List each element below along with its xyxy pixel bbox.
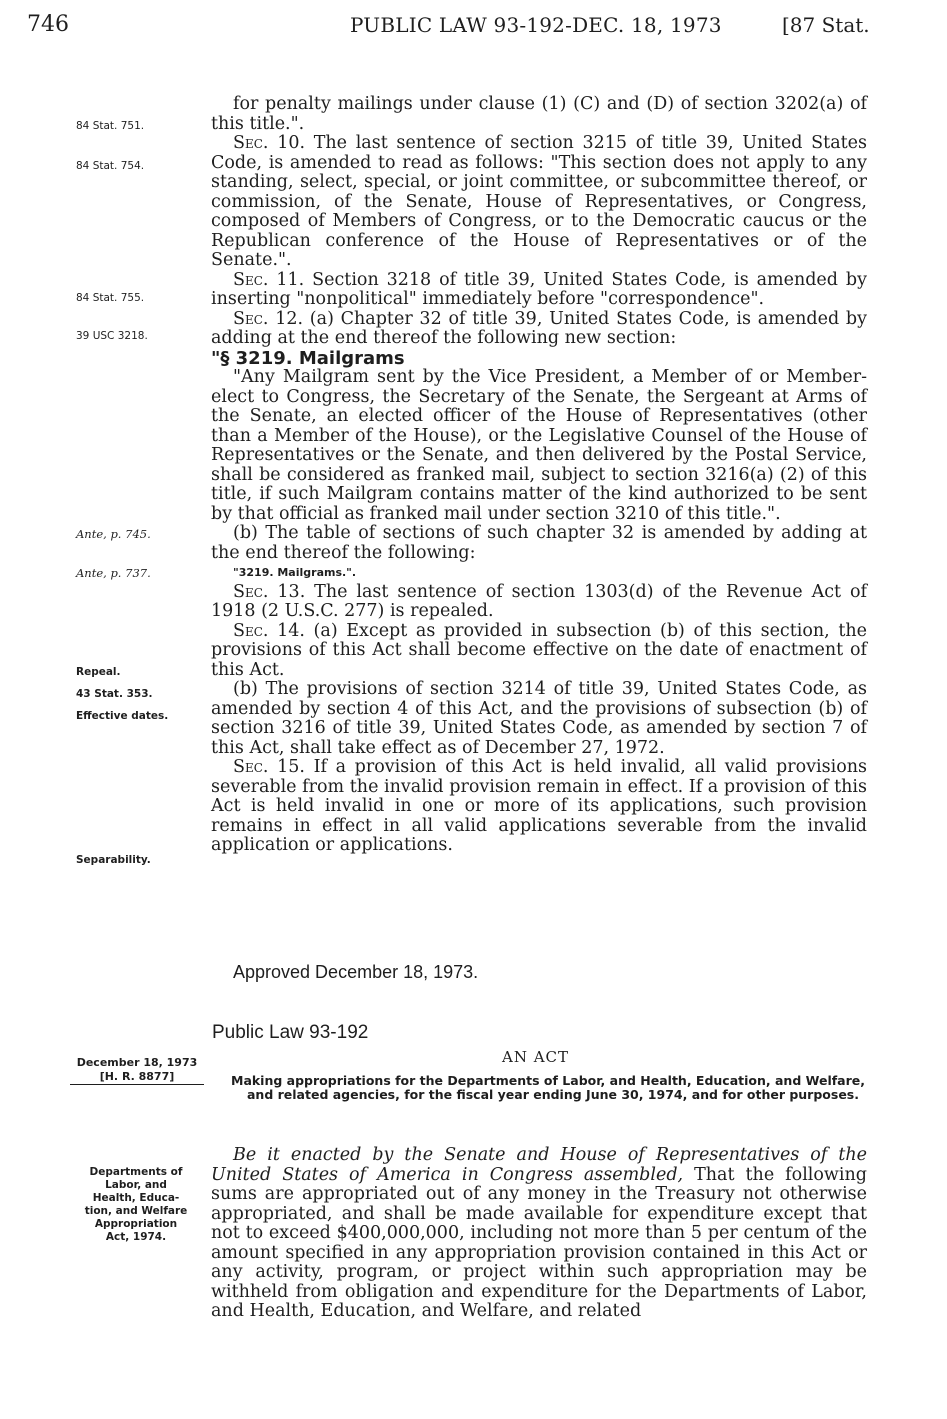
section-14b: (b) The provisions of section 3214 of title 39, United States Code, as amended by section 4 of this Act, and the provisions of subsection (b) of section 3216 of title 39, United States Code, as amended by section 7 of this Act, shall take effect as of December 27, 1972.: [211, 679, 867, 758]
page-number: 746: [27, 12, 69, 37]
section-label: Sec.: [233, 620, 269, 641]
margin-note: 84 Stat. 754.: [76, 160, 145, 172]
section-15: [211, 758, 867, 856]
section-12: [211, 310, 867, 349]
section-label: Sec.: [233, 269, 269, 290]
section-10: [211, 134, 867, 271]
act-description: [231, 1074, 871, 1102]
note-line: Labor, and: [105, 1179, 167, 1191]
bill-number: [H. R. 8877]: [70, 1070, 204, 1085]
section-text: 13. The last sentence of section 1303(d) of the Revenue Act of 1918 (2 U.S.C. 277) is repealed.: [211, 581, 867, 621]
paragraph: for penalty mailings under clause (1) (C) and (D) of section 3202(a) of this title.".: [211, 94, 867, 134]
note-line: Health, Educa-: [92, 1192, 180, 1204]
margin-note: 39 USC 3218.: [76, 330, 148, 342]
section-14a: [211, 622, 867, 681]
an-act-heading: AN ACT: [502, 1048, 570, 1066]
margin-note: Ante, p. 737.: [76, 566, 151, 580]
section-heading: "§ 3219. Mailgrams: [211, 347, 405, 369]
enacting-text: That the following sums are appropriated out of any money in the Treasury not otherwise appropriated, and shall be made available for expenditure except that not to exceed $400,000,000, including not more than 5 per centum of the amount specified in any appropriation provision contained in this Act or any activity, program, or project within such appropriation may be withheld from obligation and expenditure for the Departments of Labor, and Health, Education, and Welfare, and related: [211, 1164, 867, 1321]
section-13: [211, 583, 867, 622]
section-11: [211, 271, 867, 310]
act-title-note: [76, 1166, 196, 1244]
running-title: PUBLIC LAW 93-192-DEC. 18, 1973: [350, 13, 722, 37]
statute-volume: [87 Stat.: [782, 13, 870, 37]
enactment-date: December 18, 1973: [76, 1056, 198, 1069]
margin-note: 84 Stat. 751.: [76, 120, 145, 132]
section-text: 11. Section 3218 of title 39, United States Code, is amended by inserting "nonpolitical" immediately before "correspondence".: [211, 269, 867, 309]
description-text: Making appropriations for the Departments of Labor, and Health, Education, and Welfare, and related agencies, for the fiscal year ending June 30, 1974, and for other purposes.: [231, 1073, 866, 1102]
section-label: Sec.: [233, 133, 269, 153]
page-header: [0, 8, 947, 48]
note-line: Appropriation: [94, 1218, 178, 1230]
section-text: 15. If a provision of this Act is held invalid, all valid provisions severable from the invalid provision remain in effect. If a provision of this Act is held invalid in one or more of its applications, such provision remains in effect in all valid applications severable from the invalid application or applications.: [211, 757, 867, 855]
section-text: 10. The last sentence of section 3215 of title 39, United States Code, is amended to read as follows: "This section does not apply to any standing, select, special, or joint committee, or subcommittee thereof, or commission, of the Senate, House of Representatives, or Congress, composed of Members of Congress, or to the Democratic caucus or the Republican conference of the House of Representatives or of the Senate.".: [211, 133, 867, 270]
note-line: tion, and Welfare: [84, 1205, 188, 1217]
mailgram-provision: "Any Mailgram sent by the Vice President, a Member of or Member-elect to Congress, the Secretary of the Senate, the Sergeant at Arms of the Senate, an elected officer of the House of Representatives (other than a Member of the House), or the Legislative Counsel of the House of Representatives or the Senate, and then delivered by the Postal Service, shall be considered as franked mail, subject to section 3216(a) (2) of this title, if such Mailgram contains matter of the kind authorized to be sent by that official as franked mail under section 3210 of this title.".: [211, 367, 867, 524]
paragraph: (b) The table of sections of such chapter 32 is amended by adding at the end thereof the following:: [211, 523, 867, 563]
margin-note: 84 Stat. 755.: [76, 292, 145, 304]
section-label: Sec.: [233, 581, 269, 602]
section-label: Sec.: [233, 308, 269, 329]
margin-note: Repeal.: [76, 666, 121, 678]
margin-note: Ante, p. 745.: [76, 527, 151, 541]
approval-line: Approved December 18, 1973.: [233, 962, 479, 982]
enacting-clause: Be it enacted by the Senate and House of Representatives of the United States of America in Congress assembled,: [211, 1145, 867, 1185]
margin-note: Effective dates.: [76, 710, 169, 722]
margin-note: Separability.: [76, 854, 151, 866]
public-law-heading: Public Law 93-192: [212, 1022, 369, 1043]
section-text: 12. (a) Chapter 32 of title 39, United States Code, is amended by adding at the end thereof the following new section:: [211, 308, 867, 348]
note-line: Act, 1974.: [105, 1231, 167, 1243]
margin-note: 43 Stat. 353.: [76, 688, 153, 700]
enacting-paragraph: [211, 1146, 867, 1322]
bill-date-box: [70, 1056, 204, 1085]
section-text: 14. (a) Except as provided in subsection (b) of this section, the provisions of this Act shall become effective on the date of enactment of this Act.: [211, 620, 867, 680]
table-entry: "3219. Mailgrams.".: [233, 566, 357, 579]
main-text: [211, 95, 867, 856]
section-label: Sec.: [233, 757, 269, 777]
note-line: Departments of: [89, 1166, 183, 1178]
